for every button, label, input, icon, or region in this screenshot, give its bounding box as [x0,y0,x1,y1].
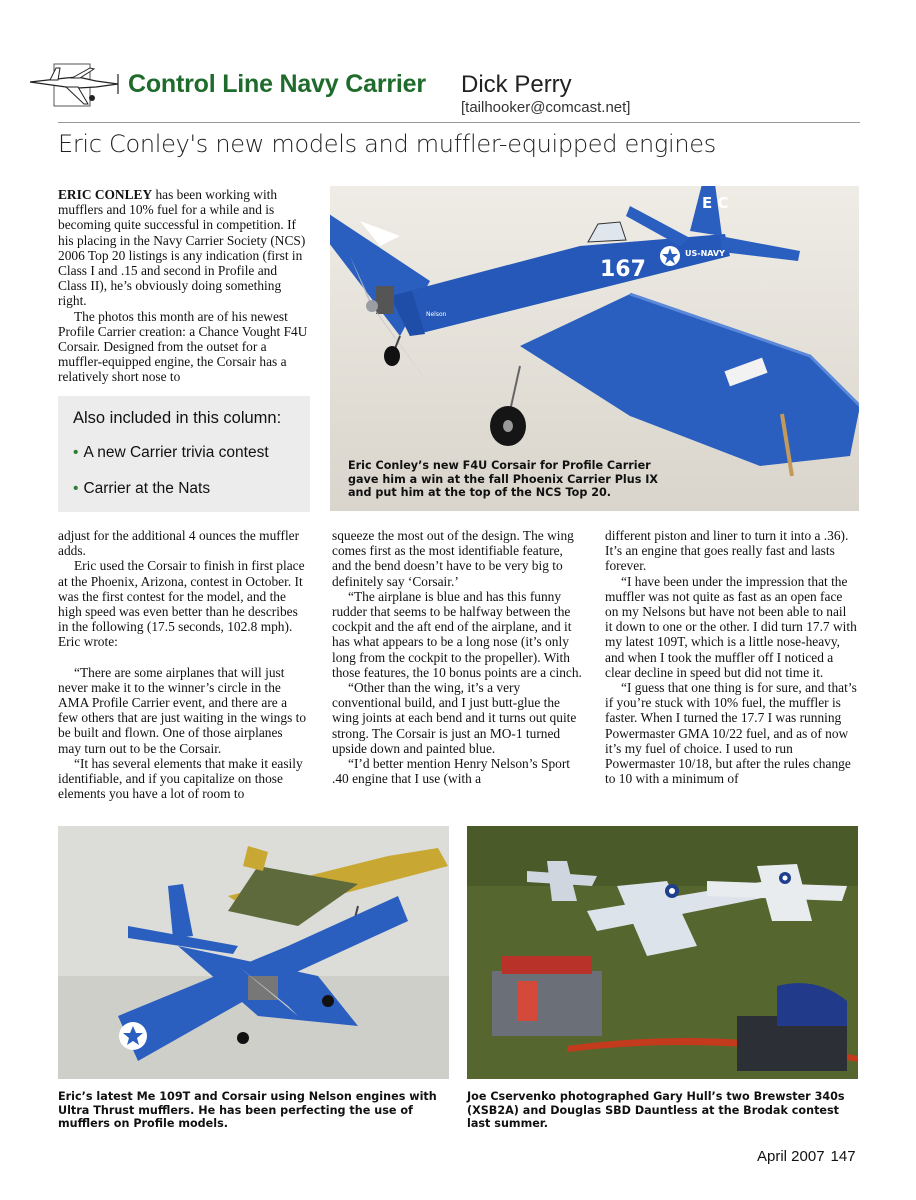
tail-letters: E C [702,194,729,212]
column-title: Control Line Navy Carrier [128,70,426,98]
col3-paragraph-2: “I have been under the impression that the muffler was not quite as fast as an open face on my Nelsons but have not been able to nail it down to one or the other. I did turn 17.7 with my latest 109T, which is a little nose-heavy, and when I took the muffler off I noticed a clear decline in speed but did not time it. [605,573,857,680]
column-1 [58,528,308,801]
bottom-left-caption: Eric’s latest Me 109T and Corsair using Nelson engines with Ultra Thrust mufflers. He has been perfecting the use of mufflers on Profile models. [58,1090,437,1131]
col3-paragraph-3: “I guess that one thing is for sure, and that’s if you’re stuck with 10% fuel, the muffler is faster. When I turned the 17.7 I was running Powermaster GMA 10/22 fuel, and as of now it’s my fuel of choice. I used to run Powermaster 10/18, but after the rules change to 10 with a minimum of [605,680,857,787]
main-photo-caption: Eric Conley’s new F4U Corsair for Profile Carrier gave him a win at the fall Phoenix Carrier Plus IX and put him at the top of the NCS Top 20. [348,459,659,499]
sidebar-title: Also included in this column: [73,409,282,427]
intro-paragraph-2: The photos this month are of his newest Profile Carrier creation: a Chance Vought F4U Corsair. Designed from the outset for a muffler-equipped engine, the Corsair has a relatively short nose to [58,308,308,385]
article-headline: Eric Conley's new models and muffler-equipped engines [58,130,716,158]
col1-paragraph-4: “It has several elements that make it easily identifiable, and if you capitalize on those elements you have a lot of room to [58,755,303,802]
brewster-dauntless-photo [467,826,858,1079]
column-3 [605,528,857,786]
fuselage-number: 167 [600,257,646,282]
us-navy-marking: US-NAVY [685,249,725,258]
column-2 [332,528,585,786]
also-included-sidebar [58,396,310,512]
bullet-icon: • [73,444,79,461]
col3-paragraph-1: different piston and liner to turn it into a .36). It’s an engine that goes really fast and lasts forever. [605,528,849,574]
sidebar-item-nats: • Carrier at the Nats [73,480,211,497]
author-email[interactable]: [tailhooker@comcast.net] [461,99,631,116]
col1-paragraph-3: “There are some airplanes that will just never make it to the winner’s circle in the AMA Profile Carrier event, and there are a few others that are just waiting in the wings to be built and flown. One of those airplanes may turn out to be the Corsair. [58,664,307,756]
col2-paragraph-3: “Other than the wing, it’s a very conventional build, and I just butt-glue the wing joints at each bend and it turns out quite strong. The Corsair is just an MO-1 turned upside down and painted blue. [332,680,577,756]
bottom-right-caption: Joe Cservenko photographed Gary Hull’s two Brewster 340s (XSB2A) and Douglas SBD Dauntless at the Brodak contest last summer. [467,1090,845,1131]
intro-paragraph-1: ERIC CONLEY has been working with mufflers and 10% fuel for a while and is becoming quite successful in competition. If his placing in the Navy Carrier Society (NCS) 2006 Top 20 listings is any indication (first in Class I and .15 and second in Profile and Class II), he’s obviously doing something right. [58,187,306,309]
page-number: 147 [830,1148,856,1165]
col2-paragraph-2: “The airplane is blue and has this funny rudder that seems to be halfway between the cockpit and the aft end of the airplane, and it has what appears to be a long nose (it’s only long from the cockpit to the propeller). With those features, the 10 bonus points are a cinch. [332,588,582,680]
page-folio [757,1148,856,1165]
bullet-icon: • [73,480,79,497]
me109-corsair-photo [58,826,449,1079]
cowl-marking: Nelson [426,311,447,318]
col1-paragraph-2: Eric used the Corsair to finish in first place at the Phoenix, Arizona, contest in October. It was the first contest for the model, and the high speed was even better than he describes in the following (17.5 seconds, 102.8 mph). Eric wrote: [58,558,305,650]
lead-in: ERIC CONLEY [58,187,153,202]
col2-paragraph-4: “I’d better mention Henry Nelson’s Sport .40 engine that I use (with a [332,756,571,787]
author-name: Dick Perry [461,71,572,98]
col1-paragraph-1: adjust for the additional 4 ounces the muffler adds. [58,528,300,559]
col2-paragraph-1: squeeze the most out of the design. The wing comes first as the most identifiable feature, and the bend doesn’t have to be very big to definitely say ‘Corsair.’ [332,528,574,589]
sidebar-item-trivia: • A new Carrier trivia contest [73,444,269,461]
intro-text [58,187,308,385]
issue-date: April 2007 [757,1148,825,1165]
header-rule [58,122,860,123]
plane-logo-icon [26,60,122,112]
